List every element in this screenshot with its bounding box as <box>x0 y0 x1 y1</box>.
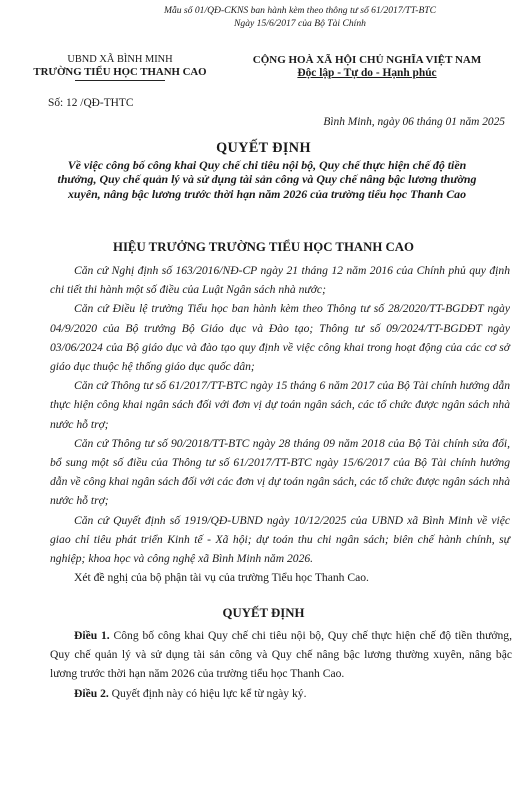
national-motto: Độc lập - Tự do - Hạnh phúc <box>297 67 437 79</box>
basis-paragraph: Căn cứ Nghị định số 163/2016/NĐ-CP ngày 21 tháng 12 năm 2016 của Chính phủ quy định chi tiết thi hành một số điều của Luật Ngân sách nhà nước; <box>50 264 510 297</box>
issuing-authority: HIỆU TRƯỞNG TRƯỜNG TIỂU HỌC THANH CAO <box>112 240 414 254</box>
basis-paragraph: Căn cứ Thông tư số 90/2018/TT-BTC ngày 28 tháng 09 năm 2018 của Bộ Tài chính sửa đổi, bổ sung một số điều của Thông tư số 61/2017/TT-BTC ngày 15/6/2017 của Bộ Tài chính hướng dẫn về công khai ngân sách đối với các đơn vị dự toán ngân sách, các tổ chức được ngân sách nhà nước hỗ trợ; <box>50 436 510 508</box>
issuing-agency-header <box>20 54 220 81</box>
country-name: CỘNG HOÀ XÃ HỘI CHỦ NGHĨA VIỆT NAM <box>252 54 482 66</box>
school-name: TRƯỜNG TIỂU HỌC THANH CAO <box>33 66 207 78</box>
article-2 <box>50 684 512 703</box>
national-motto-header <box>222 54 512 80</box>
article-text: Công bố công khai Quy chế chi tiêu nội bộ, Quy chế thực hiện chế độ tiền thưởng, Quy chế quản lý và sử dụng tài sản công và Quy chế nâng bậc lương thường xuyên, nâng bậc lương trước thời hạn năm 2026 của trường tiểu học Thanh Cao. <box>50 629 512 681</box>
article-text: Quyết định này có hiệu lực kể từ ngày ký. <box>108 686 307 700</box>
article-label: Điều 2. <box>74 686 109 700</box>
place-and-date: Bình Minh, ngày 06 tháng 01 năm 2025 <box>323 116 505 128</box>
basis-paragraph: Căn cứ Quyết định số 1919/QĐ-UBND ngày 10/12/2025 của UBND xã Bình Minh về việc giao chỉ tiêu phát triển Kinh tế - Xã hội; dự toán thu chi ngân sách; biên chế hành chính, sự nghiệp; khoa học và công nghệ xã Bình Minh năm 2026. <box>50 513 510 566</box>
basis-paragraph: Căn cứ Thông tư số 61/2017/TT-BTC ngày 15 tháng 6 năm 2017 của Bộ Tài chính hướng dẫn thực hiện công khai ngân sách đối với đơn vị dự toán ngân sách, các tổ chức được ngân sách nhà nước hỗ trợ; <box>50 379 510 431</box>
commune-committee: UBND XÃ BÌNH MINH <box>67 54 173 65</box>
article-label: Điều 1. <box>74 629 110 642</box>
form-reference-note <box>90 4 510 30</box>
legal-basis-section <box>50 261 510 587</box>
articles-section <box>50 626 512 703</box>
document-number: Số: 12 /QĐ-THTC <box>48 97 134 109</box>
document-subject: Về việc công bố công khai Quy chế chi tiêu nội bộ, Quy chế thực hiện chế độ tiền thưởng, Quy chế quản lý và sử dụng tài sản công và Quy chế nâng bậc lương thường xuyên, nâng bậc lương trước thời hạn năm 2026 của trường tiểu học Thanh Cao <box>57 158 477 201</box>
basis-paragraph: Căn cứ Điều lệ trường Tiểu học ban hành kèm theo Thông tư số 28/2020/TT-BGDĐT ngày 04/9/2020 của Bộ trưởng Bộ Giáo dục và Đào tạo; Thông tư số 09/2024/TT-BGDĐT ngày 03/06/2024 của Bộ giáo dục và đào tạo quy định về việc công khai trong hoạt động của các cơ sở giáo dục thuộc hệ thống giáo dục quốc dân; <box>50 302 510 374</box>
decision-heading: QUYẾT ĐỊNH <box>222 606 305 620</box>
article-1 <box>50 626 512 684</box>
form-note-line-1: Mẫu số 01/QĐ-CKNS ban hành kèm theo thông tư số 61/2017/TT-BTC <box>163 5 437 16</box>
proposal-paragraph: Xét đề nghị của bộ phận tài vụ của trường Tiểu học Thanh Cao. <box>74 571 369 585</box>
agency-underline <box>75 80 165 81</box>
form-note-line-2: Ngày 15/6/2017 của Bộ Tài Chính <box>234 18 366 29</box>
document-title: QUYẾT ĐỊNH <box>216 140 311 156</box>
